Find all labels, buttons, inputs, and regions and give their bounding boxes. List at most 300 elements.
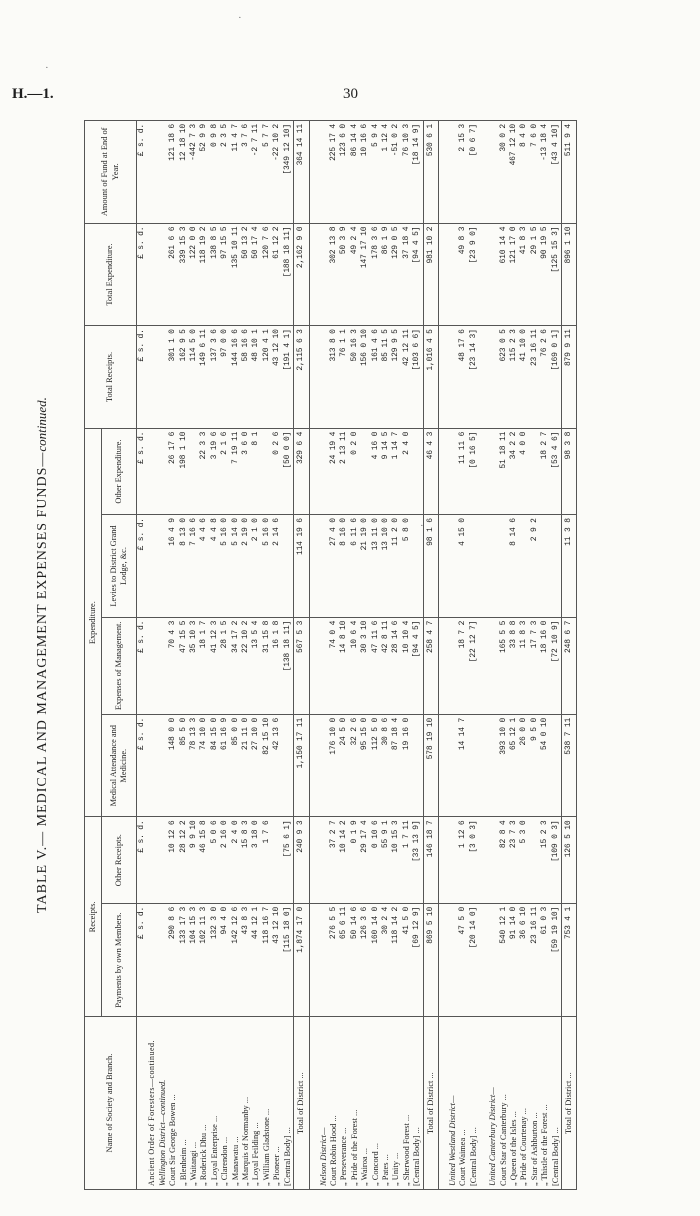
amount-cell: 49 2 4: [350, 223, 360, 326]
branch-name: „ Manawatu ...: [231, 1017, 241, 1190]
amount-cell: 48 10 1: [251, 326, 261, 429]
amount-cell: 610 14 4: [499, 223, 509, 326]
amount-cell: [530, 817, 540, 903]
amount-cell: [109 0 3]: [551, 817, 562, 903]
amount-cell: 0 1 9: [350, 817, 360, 903]
table-row: [499, 121, 509, 1190]
funds-table: [84, 120, 577, 1190]
branch-name: „ Pates ...: [381, 1017, 391, 1190]
amount-cell: 102 11 3: [199, 903, 209, 1016]
amount-cell: 98 1 6: [423, 515, 438, 618]
amount-cell: [309, 428, 319, 514]
amount-cell: [50 0 0]: [283, 428, 294, 514]
amount-cell: 4 15 0: [458, 515, 468, 618]
amount-cell: [488, 617, 498, 714]
amount-cell: [469, 714, 479, 817]
amount-cell: [147, 903, 157, 1016]
amount-cell: 23 16 11: [530, 903, 540, 1016]
table-title-text: TABLE V.— MEDICAL AND MANAGEMENT EXPENSES FUNDS—: [35, 451, 50, 913]
amount-cell: 8 14 6: [509, 515, 519, 618]
amount-cell: 28 12 2: [179, 817, 189, 903]
branch-name: „ Pride of the Forest ...: [350, 1017, 360, 1190]
amount-cell: 1 7 6: [262, 817, 272, 903]
amount-cell: [488, 121, 498, 224]
amount-cell: 65 12 1: [509, 714, 519, 817]
amount-cell: 41 10 0: [519, 326, 529, 429]
amount-cell: 10 15 3: [391, 817, 401, 903]
amount-cell: [469, 515, 479, 618]
branch-name: Total of District ...: [294, 1017, 309, 1190]
branch-name: [438, 1017, 448, 1190]
table-row: [231, 121, 241, 1190]
amount-cell: 97 15 5: [220, 223, 230, 326]
amount-cell: 65 6 11: [339, 903, 349, 1016]
amount-cell: 16 1 8: [272, 617, 282, 714]
table-row: [251, 121, 261, 1190]
amount-cell: 8 13 0: [179, 515, 189, 618]
amount-cell: 329 6 4: [294, 428, 309, 514]
amount-cell: [479, 817, 488, 903]
amount-cell: [23 14 3]: [469, 326, 479, 429]
amount-cell: 149 6 11: [199, 326, 209, 429]
branch-name: „ Roderick Dhu ...: [199, 1017, 209, 1190]
amount-cell: 258 4 7: [423, 617, 438, 714]
amount-cell: 9 9 10: [189, 817, 199, 903]
amount-cell: 50 17 4: [251, 223, 261, 326]
amount-cell: 122 0 0: [189, 223, 199, 326]
amount-cell: [488, 817, 498, 903]
amount-cell: 530 6 1: [423, 121, 438, 224]
amount-cell: 61 12 2: [272, 223, 282, 326]
amount-cell: 896 1 10: [562, 223, 577, 326]
amount-cell: [138 18 11]: [283, 617, 294, 714]
amount-cell: [448, 617, 458, 714]
amount-cell: [479, 121, 488, 224]
amount-cell: [158, 617, 168, 714]
amount-cell: [499, 515, 509, 618]
amount-cell: 50 16 3: [350, 326, 360, 429]
amount-cell: [0 16 5]: [469, 428, 479, 514]
amount-cell: 33 8 8: [509, 617, 519, 714]
amount-cell: [479, 617, 488, 714]
amount-cell: 129 0 5: [391, 223, 401, 326]
amount-cell: 11 2 0: [391, 515, 401, 618]
amount-cell: [448, 515, 458, 618]
amount-cell: [412, 515, 423, 618]
amount-cell: 10 6 4: [350, 617, 360, 714]
amount-cell: [488, 326, 498, 429]
amount-cell: [438, 515, 448, 618]
amount-cell: 34 17 2: [231, 617, 241, 714]
amount-cell: 43 12 10: [272, 326, 282, 429]
amount-cell: 54 0 10: [540, 714, 550, 817]
table-row: [262, 121, 272, 1190]
amount-cell: 121 17 0: [509, 223, 519, 326]
table-row: [179, 121, 189, 1190]
society-heading-row: [147, 121, 157, 1190]
amount-cell: 148 0 0: [168, 714, 178, 817]
spacer-row: [309, 121, 319, 1190]
table-row: [519, 121, 529, 1190]
col-payments-header: Payments by own Members.: [102, 903, 137, 1016]
amount-cell: 146 18 7: [423, 817, 438, 903]
amount-cell: 31 15 8: [262, 617, 272, 714]
amount-cell: 16 4 9: [168, 515, 178, 618]
table-row: [241, 121, 251, 1190]
amount-cell: [448, 714, 458, 817]
unit-label: [137, 1017, 148, 1190]
branch-name: „ Waitangi ...: [189, 1017, 199, 1190]
amount-cell: [448, 223, 458, 326]
amount-cell: [479, 714, 488, 817]
amount-cell: [479, 515, 488, 618]
table-row: [391, 121, 401, 1190]
amount-cell: 248 6 7: [562, 617, 577, 714]
branch-name: „ William Gladstone ...: [262, 1017, 272, 1190]
amount-cell: 5 16 0: [262, 515, 272, 618]
unit-label: £ s. d.: [137, 817, 148, 903]
table-row: [458, 121, 468, 1190]
amount-cell: 156 0 10: [360, 326, 370, 429]
amount-cell: [438, 714, 448, 817]
amount-cell: [94 4 5]: [412, 617, 423, 714]
branch-name: [Central Body] ...: [551, 1017, 562, 1190]
amount-cell: [147, 326, 157, 429]
page-series: H.—1.: [12, 86, 54, 102]
amount-cell: 121 18 6: [168, 121, 178, 224]
amount-cell: 3 19 6: [210, 428, 220, 514]
amount-cell: 178 3 6: [371, 223, 381, 326]
amount-cell: 4 0 0: [519, 428, 529, 514]
table-row: [329, 121, 339, 1190]
amount-cell: [191 4 1]: [283, 326, 294, 429]
amount-cell: 4 4 6: [199, 515, 209, 618]
amount-cell: 76 1 1: [339, 326, 349, 429]
amount-cell: [59 19 10]: [551, 903, 562, 1016]
amount-cell: [309, 714, 319, 817]
amount-cell: 2,115 6 3: [294, 326, 309, 429]
table-row: [283, 121, 294, 1190]
amount-cell: [488, 515, 498, 618]
amount-cell: 18 1 7: [199, 617, 209, 714]
amount-cell: 94 4 0: [220, 903, 230, 1016]
amount-cell: 567 5 3: [294, 617, 309, 714]
amount-cell: 30 2 4: [381, 903, 391, 1016]
amount-cell: 393 10 0: [499, 714, 509, 817]
amount-cell: [169 0 1]: [551, 326, 562, 429]
amount-cell: [479, 223, 488, 326]
amount-cell: 9 14 5: [381, 428, 391, 514]
amount-cell: 76 2 6: [540, 326, 550, 429]
amount-cell: 869 5 10: [423, 903, 438, 1016]
amount-cell: [551, 515, 562, 618]
amount-cell: [53 4 6]: [551, 428, 562, 514]
amount-cell: 23 16 11: [530, 326, 540, 429]
amount-cell: 76 10 3: [402, 121, 412, 224]
amount-cell: 5 14 0: [231, 515, 241, 618]
amount-cell: 18 7 2: [458, 617, 468, 714]
branch-name: „ Concord ...: [371, 1017, 381, 1190]
amount-cell: 21 19 0: [360, 515, 370, 618]
district-heading-row: [448, 121, 458, 1190]
amount-cell: 10 10 4: [402, 617, 412, 714]
amount-cell: 47 15 5: [179, 617, 189, 714]
amount-cell: 240 9 3: [294, 817, 309, 903]
amount-cell: 1 14 7: [391, 428, 401, 514]
amount-cell: [309, 617, 319, 714]
amount-cell: 290 8 6: [168, 903, 178, 1016]
col-name-header: Name of Society and Branch.: [85, 1017, 137, 1190]
table-title-suffix: continued.: [34, 397, 49, 452]
table-row: [551, 121, 562, 1190]
col-other-receipts-header: Other Receipts.: [102, 817, 137, 903]
branch-name: Total of District ...: [423, 1017, 438, 1190]
branch-name: „ Sherwood Forest ...: [402, 1017, 412, 1190]
table-row: [371, 121, 381, 1190]
amount-cell: [412, 714, 423, 817]
amount-cell: [188 18 11]: [283, 223, 294, 326]
amount-cell: 95 15 0: [360, 714, 370, 817]
amount-cell: 114 5 0: [189, 326, 199, 429]
amount-cell: [115 18 0]: [283, 903, 294, 1016]
amount-cell: [158, 903, 168, 1016]
amount-cell: 4 16 0: [371, 428, 381, 514]
table-row: [339, 121, 349, 1190]
amount-cell: [551, 714, 562, 817]
amount-cell: 50 13 2: [241, 223, 251, 326]
amount-cell: 47 11 6: [371, 617, 381, 714]
amount-cell: -51 0 2: [391, 121, 401, 224]
amount-cell: [479, 428, 488, 514]
amount-cell: 13 5 4: [251, 617, 261, 714]
amount-cell: 11 8 3: [519, 617, 529, 714]
branch-name: United Westland District—: [448, 1017, 458, 1190]
amount-cell: 26 0 0: [519, 714, 529, 817]
amount-cell: 86 14 4: [350, 121, 360, 224]
amount-cell: 15 8 3: [241, 817, 251, 903]
spacer-row: [438, 121, 448, 1190]
amount-cell: [158, 817, 168, 903]
amount-cell: 97 0 0: [220, 326, 230, 429]
amount-cell: 129 9 5: [391, 326, 401, 429]
amount-cell: 1 12 6: [458, 817, 468, 903]
amount-cell: [309, 121, 319, 224]
amount-cell: [103 6 6]: [412, 326, 423, 429]
unit-label: £ s. d.: [137, 326, 148, 429]
amount-cell: 24 5 0: [339, 714, 349, 817]
amount-cell: 511 9 4: [562, 121, 577, 224]
amount-cell: [158, 515, 168, 618]
amount-cell: 364 14 11: [294, 121, 309, 224]
amount-cell: [33 13 9]: [412, 817, 423, 903]
amount-cell: 14 14 7: [458, 714, 468, 817]
amount-cell: 104 15 3: [189, 903, 199, 1016]
branch-name: [309, 1017, 319, 1190]
district-heading-row: [158, 121, 168, 1190]
amount-cell: [479, 326, 488, 429]
amount-cell: 3 7 6: [241, 121, 251, 224]
amount-cell: 12 18 10: [179, 121, 189, 224]
amount-cell: [69 12 9]: [412, 903, 423, 1016]
amount-cell: [438, 223, 448, 326]
amount-cell: [125 15 3]: [551, 223, 562, 326]
amount-cell: 46 15 8: [199, 817, 209, 903]
amount-cell: 981 10 2: [423, 223, 438, 326]
amount-cell: 3 18 0: [251, 817, 261, 903]
amount-cell: 753 4 1: [562, 903, 577, 1016]
amount-cell: 2 15 3: [458, 121, 468, 224]
branch-name: [Central Body] ...: [469, 1017, 479, 1190]
unit-label: £ s. d.: [137, 515, 148, 618]
table-row: [199, 121, 209, 1190]
amount-cell: 98 3 8: [562, 428, 577, 514]
amount-cell: 3 6 0: [241, 428, 251, 514]
amount-cell: [319, 326, 329, 429]
amount-cell: 48 17 6: [458, 326, 468, 429]
amount-cell: 90 19 5: [540, 223, 550, 326]
amount-cell: 29 17 4: [360, 817, 370, 903]
amount-cell: 37 2 7: [329, 817, 339, 903]
amount-cell: [147, 714, 157, 817]
amount-cell: 114 19 6: [294, 515, 309, 618]
amount-cell: 0 9 8: [210, 121, 220, 224]
amount-cell: [319, 223, 329, 326]
amount-cell: 27 10 0: [251, 714, 261, 817]
amount-cell: 538 7 11: [562, 714, 577, 817]
amount-cell: 302 13 8: [329, 223, 339, 326]
amount-cell: 42 12 11: [402, 326, 412, 429]
amount-cell: 225 17 4: [329, 121, 339, 224]
amount-cell: 18 2 7: [540, 428, 550, 514]
amount-cell: 44 12 1: [251, 903, 261, 1016]
branch-name: „ Blenheim ...: [179, 1017, 189, 1190]
amount-cell: 126 3 6: [360, 903, 370, 1016]
amount-cell: [147, 428, 157, 514]
amount-cell: 24 19 4: [329, 428, 339, 514]
district-heading-row: [319, 121, 329, 1190]
amount-cell: [438, 121, 448, 224]
scan-speck: ·: [238, 12, 242, 24]
table-row: [220, 121, 230, 1190]
branch-name: Court Waimea ...: [458, 1017, 468, 1190]
amount-cell: [488, 223, 498, 326]
amount-cell: 11 11 6: [458, 428, 468, 514]
amount-cell: 86 1 9: [381, 223, 391, 326]
amount-cell: 58 16 6: [241, 326, 251, 429]
amount-cell: 120 7 6: [262, 223, 272, 326]
branch-name: „ Pride of Courtenay ...: [519, 1017, 529, 1190]
amount-cell: 6 11 6: [350, 515, 360, 618]
amount-cell: 30 0 2: [499, 121, 509, 224]
amount-cell: [488, 714, 498, 817]
amount-cell: 23 7 3: [509, 817, 519, 903]
amount-cell: 7 19 11: [231, 428, 241, 514]
unit-label: £ s. d.: [137, 903, 148, 1016]
amount-cell: 85 0 0: [231, 714, 241, 817]
amount-cell: [147, 223, 157, 326]
branch-name: Court Star of Canterbury ...: [499, 1017, 509, 1190]
district-heading-row: [488, 121, 498, 1190]
scan-speck: ·: [420, 520, 424, 532]
amount-cell: 47 5 0: [458, 903, 468, 1016]
amount-cell: 42 13 6: [272, 714, 282, 817]
amount-cell: 144 16 6: [231, 326, 241, 429]
unit-label: £ s. d.: [137, 121, 148, 224]
amount-cell: 5 9 4: [371, 121, 381, 224]
amount-cell: 2 16 0: [220, 817, 230, 903]
table-row: [469, 121, 479, 1190]
amount-cell: 18 16 0: [540, 617, 550, 714]
amount-cell: 46 4 3: [423, 428, 438, 514]
col-total-receipts-header: Total Receipts.: [85, 326, 137, 429]
table-row: [402, 121, 412, 1190]
table-row: [272, 121, 282, 1190]
amount-cell: 118 16 7: [262, 903, 272, 1016]
table-row: [412, 121, 423, 1190]
page-number: 30: [343, 86, 358, 102]
branch-name: „ Pioneer ...: [272, 1017, 282, 1190]
unit-label: £ s. d.: [137, 223, 148, 326]
amount-cell: [438, 428, 448, 514]
amount-cell: [438, 326, 448, 429]
amount-cell: [479, 903, 488, 1016]
amount-cell: 118 19 2: [199, 223, 209, 326]
amount-cell: [18 14 9]: [412, 121, 423, 224]
amount-cell: [75 6 1]: [283, 817, 294, 903]
branch-name: „ Thistle of the Forest ...: [540, 1017, 550, 1190]
amount-cell: 10 14 2: [339, 817, 349, 903]
total-row: [294, 121, 309, 1190]
table-row: [381, 121, 391, 1190]
amount-cell: 41 12 3: [210, 617, 220, 714]
amount-cell: [438, 903, 448, 1016]
amount-cell: 41 8 3: [519, 223, 529, 326]
amount-cell: [43 4 10]: [551, 121, 562, 224]
amount-cell: 2 9 2: [530, 515, 540, 618]
amount-cell: [448, 817, 458, 903]
amount-cell: [309, 817, 319, 903]
table-row: [189, 121, 199, 1190]
amount-cell: 118 14 2: [391, 903, 401, 1016]
amount-cell: 276 5 5: [329, 903, 339, 1016]
amount-cell: [283, 714, 294, 817]
amount-cell: 61 0 3: [540, 903, 550, 1016]
amount-cell: -2 7 11: [251, 121, 261, 224]
amount-cell: 49 8 3: [458, 223, 468, 326]
amount-cell: [319, 121, 329, 224]
amount-cell: 91 14 0: [509, 903, 519, 1016]
amount-cell: 29 1 5: [530, 223, 540, 326]
amount-cell: 2 4 0: [402, 428, 412, 514]
amount-cell: 301 1 0: [168, 326, 178, 429]
branch-name: „ Clarendon ...: [220, 1017, 230, 1190]
branch-name: Total of District ...: [562, 1017, 577, 1190]
amount-cell: [309, 515, 319, 618]
amount-cell: 28 1 5: [220, 617, 230, 714]
amount-cell: [309, 903, 319, 1016]
amount-cell: 2 13 11: [339, 428, 349, 514]
table-row: [540, 121, 550, 1190]
amount-cell: 0 10 6: [371, 817, 381, 903]
col-other-expenditure-header: Other Expenditure.: [102, 428, 137, 514]
amount-cell: 85 5 0: [179, 714, 189, 817]
expenditure-group-header: Expenditure.: [85, 428, 102, 817]
amount-cell: 879 9 11: [562, 326, 577, 429]
amount-cell: 10 12 6: [168, 817, 178, 903]
scan-speck: ·: [45, 62, 49, 74]
amount-cell: 35 10 3: [189, 617, 199, 714]
amount-cell: 2 14 6: [272, 515, 282, 618]
